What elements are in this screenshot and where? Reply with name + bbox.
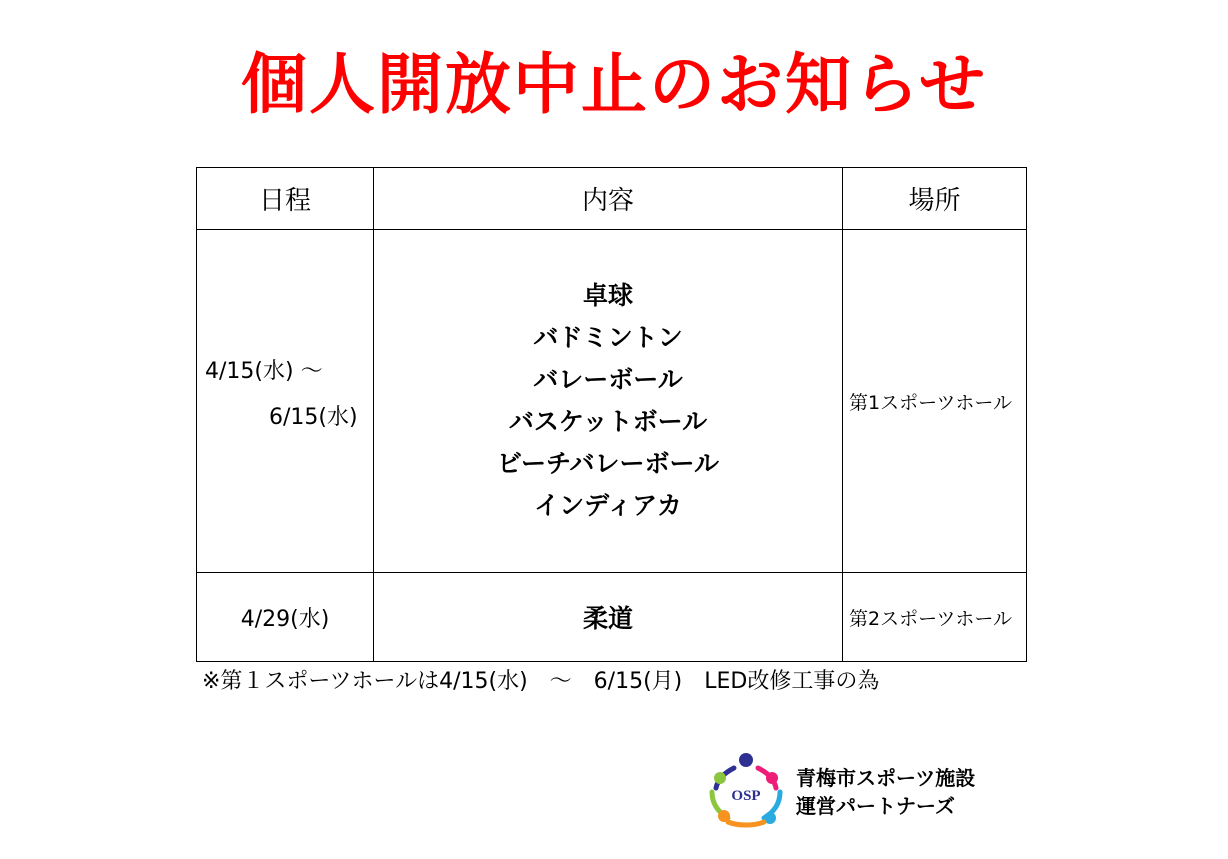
table-row: [197, 573, 1027, 662]
event-item: バスケットボール: [508, 407, 708, 436]
logo-line1: 青梅市スポーツ施設: [796, 766, 976, 790]
header-date: 日程: [197, 168, 374, 230]
organization-logo: [706, 748, 1006, 828]
header-content: 内容: [374, 168, 843, 230]
schedule-table: [196, 167, 1027, 662]
event-cell: 柔道: [374, 573, 843, 662]
event-item: 卓球: [582, 281, 633, 310]
table-header-row: [197, 168, 1027, 230]
event-item: バドミントン: [533, 323, 683, 352]
date-end: 6/15(水): [269, 405, 358, 430]
place-cell: 第2スポーツホール: [843, 573, 1027, 662]
events-cell: [374, 230, 843, 573]
event-item: バレーボール: [533, 365, 683, 394]
footnote: ※第１スポーツホールは4/15(水) ～ 6/15(月) LED改修工事の為: [202, 669, 880, 694]
page-title: 個人開放中止のお知らせ: [240, 46, 988, 123]
event-item: インディアカ: [534, 491, 682, 520]
place-cell: 第1スポーツホール: [843, 230, 1027, 573]
event-item: ビーチバレーボール: [496, 449, 719, 478]
people-circle-logo-icon: [706, 748, 786, 828]
table-row: [197, 230, 1027, 573]
date-cell: [197, 230, 374, 573]
header-place: 場所: [843, 168, 1027, 230]
date-cell: 4/29(水): [197, 573, 374, 662]
logo-mark-text: OSP: [731, 788, 761, 804]
date-start: 4/15(水) ～: [205, 359, 323, 384]
logo-line2: 運営パートナーズ: [796, 794, 955, 818]
